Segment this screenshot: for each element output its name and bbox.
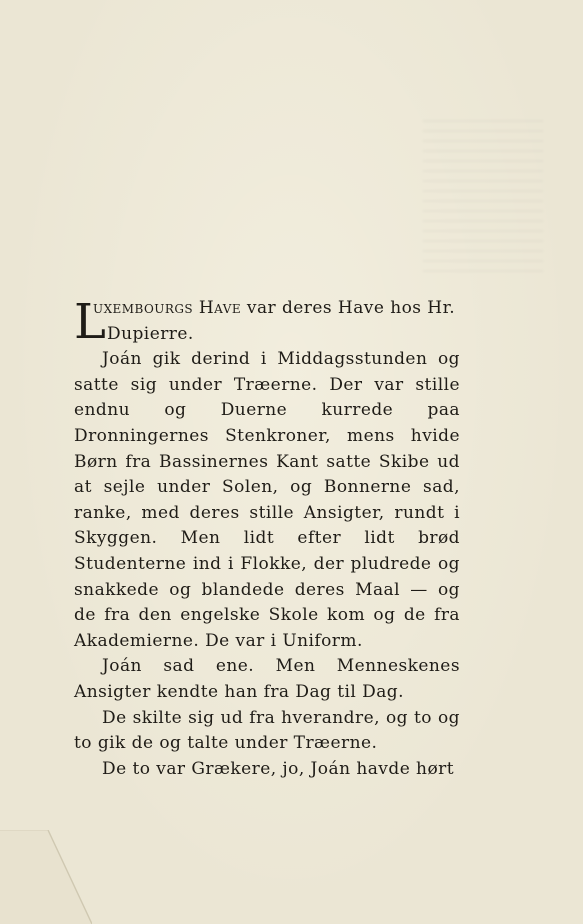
first-line-rest: var deres Have hos Hr. [246,298,456,318]
first-paragraph [74,294,460,350]
first-word-smallcaps: uxembourgs [93,298,194,318]
paragraph: Joán sad ene. Men Menneskenes Ansigter kendte han fra Dag til Dag. [74,656,460,702]
embossed-corner-mark [0,830,92,924]
show-through-bleed [423,120,543,280]
first-line [93,296,460,322]
drop-cap: L [74,294,107,350]
have-smallcaps: Have [198,298,242,318]
body-text [74,296,460,782]
paragraph: De to var Grækere, jo, Joán havde hørt [102,758,455,779]
second-line: Dupierre. [107,323,194,344]
paragraph: Joán gik derind i Middagsstunden og satte sig under Træerne. Der var stille endnu og Duerne kurrede paa Dronningernes Stenkroner, mens hvide Børn fra Bassinernes Kant satte Skibe ud at sejle under Solen, og Bonnerne sad, ranke, med deres stille Ansigter, rundt i Skyggen. Men lidt efter lidt brød Studenterne ind i Flokke, der pludrede og snakkede og blandede deres Maal — og de fra den engelske Skole kom og de fra Akademierne. De var i Uniform. [74,349,460,651]
paragraph: De skilte sig ud fra hverandre, og to og to gik de og talte under Træerne. [74,707,460,754]
